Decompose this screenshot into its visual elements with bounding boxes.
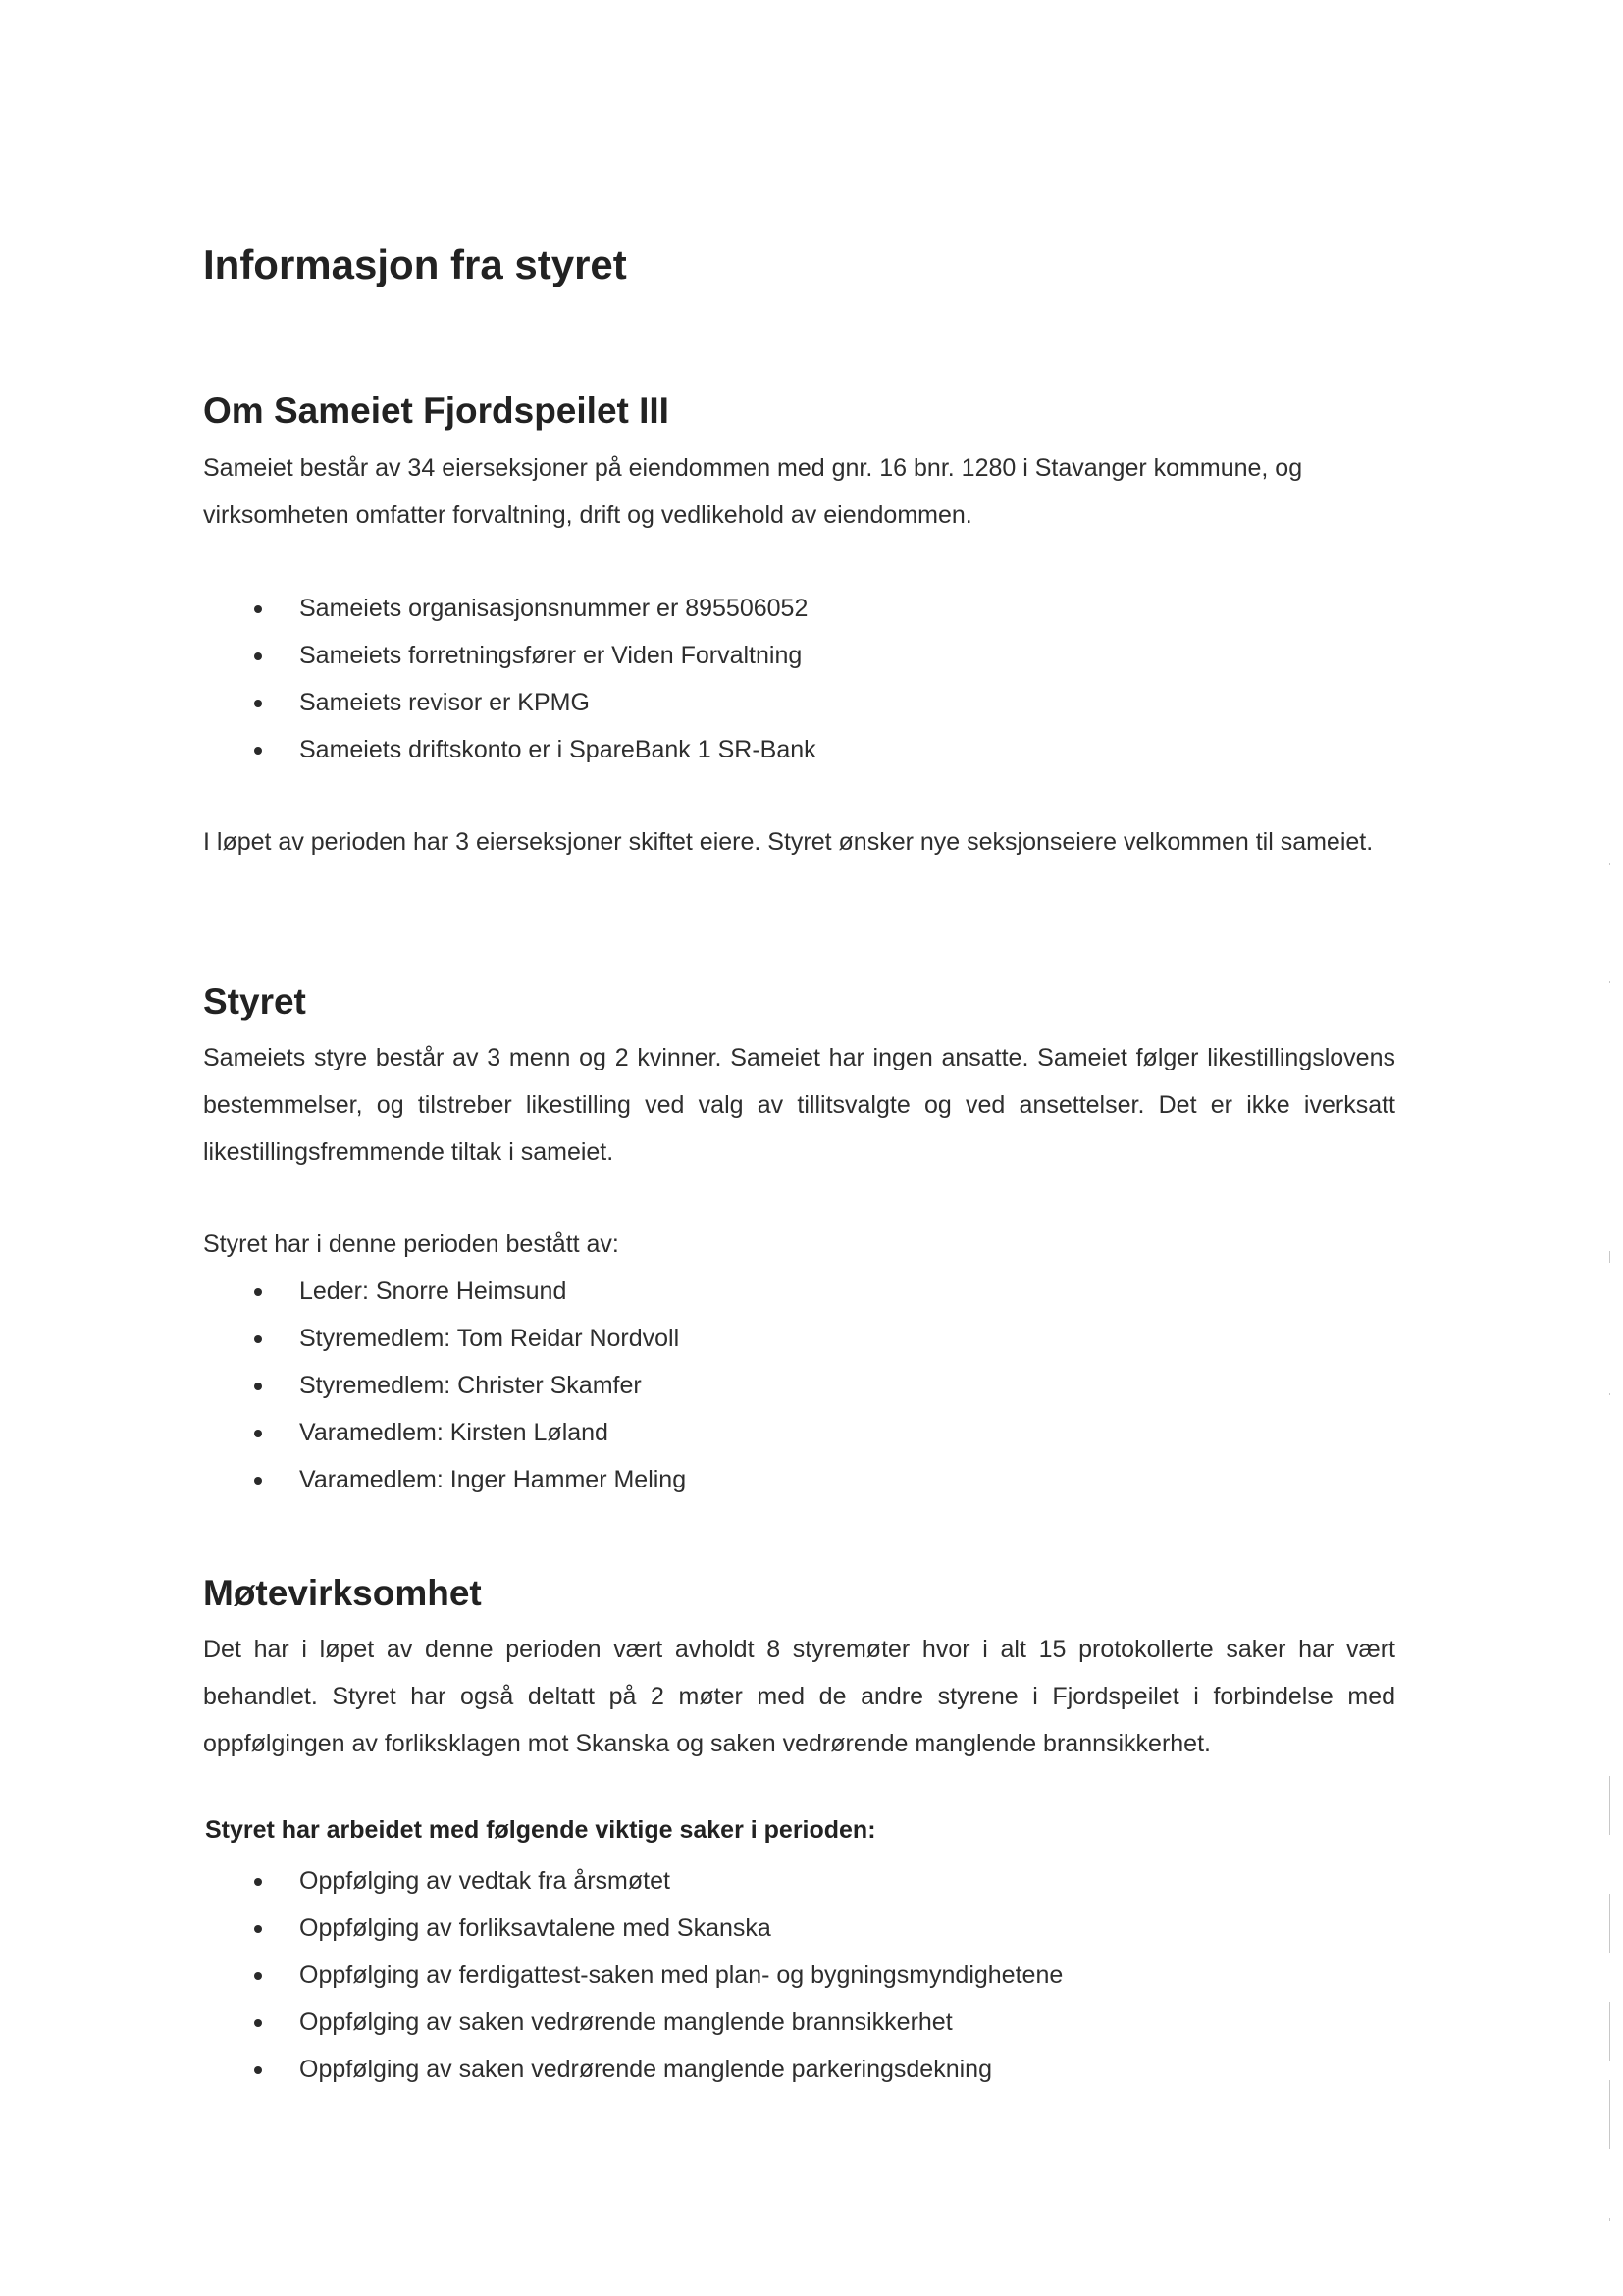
scan-artifact <box>1609 1776 1610 1835</box>
scan-artifact <box>1609 2002 1610 2061</box>
list-item: Sameiets organisasjonsnummer er 895506052 <box>203 585 1395 632</box>
list-item: Sameiets forretningsfører er Viden Forvaltning <box>203 632 1395 679</box>
about-intro: Sameiet består av 34 eierseksjoner på eiendommen med gnr. 16 bnr. 1280 i Stavanger kommune, og virksomheten omfatter forvaltning, drift og vedlikehold av eiendommen. <box>203 454 1303 529</box>
bullet-icon <box>254 1972 262 1980</box>
tasks-heading: Styret har arbeidet med følgende viktige saker i perioden: <box>205 1816 876 1844</box>
bullet-icon <box>254 2019 262 2027</box>
scan-artifact <box>1609 863 1610 865</box>
scan-artifact <box>1609 2080 1610 2149</box>
list-item: Oppfølging av saken vedrørende manglende brannsikkerhet <box>203 1999 1395 2046</box>
section-heading-board: Styret <box>203 981 306 1021</box>
bullet-icon <box>254 700 262 707</box>
scan-artifact <box>1609 1393 1610 1395</box>
about-bullet-list <box>203 585 1395 773</box>
bullet-icon <box>254 1477 262 1485</box>
bullet-icon <box>254 2066 262 2074</box>
list-item: Leder: Snorre Heimsund <box>203 1268 1395 1315</box>
tasks-list <box>203 1857 1395 2093</box>
bullet-icon <box>254 1335 262 1343</box>
list-item: Sameiets driftskonto er i SpareBank 1 SR-Bank <box>203 726 1395 773</box>
list-item: Oppfølging av forliksavtalene med Skanska <box>203 1905 1395 1952</box>
scan-artifact <box>1609 1894 1610 1953</box>
bullet-icon <box>254 605 262 613</box>
bullet-icon <box>254 1430 262 1437</box>
bullet-icon <box>254 1288 262 1296</box>
bullet-icon <box>254 1878 262 1886</box>
page-title: Informasjon fra styret <box>203 241 627 287</box>
meetings-intro: Det har i løpet av denne perioden vært avholdt 8 styremøter hvor i alt 15 protokollerte saker har vært behandlet. Styret har også deltatt på 2 møter med de andre styrene i Fjordspeilet i forbindelse med oppfølgingen av forliksklagen mot Skanska og saken vedrørende manglende brannsikkerhet. <box>203 1636 1395 1757</box>
bullet-icon <box>254 652 262 660</box>
bullet-icon <box>254 747 262 755</box>
owners-paragraph: I løpet av perioden har 3 eierseksjoner skiftet eiere. Styret ønsker nye seksjonseiere velkommen til sameiet. <box>203 828 1374 856</box>
list-item: Sameiets revisor er KPMG <box>203 679 1395 726</box>
list-item: Styremedlem: Christer Skamfer <box>203 1362 1395 1409</box>
section-heading-meetings: Møtevirksomhet <box>203 1573 482 1613</box>
board-intro: Sameiets styre består av 3 menn og 2 kvinner. Sameiet har ingen ansatte. Sameiet følger likestillingslovens bestemmelser, og tilstreber likestilling ved valg av tillitsvalgte og ved ansettelser. Det er ikke iverksatt likestillingsfremmende tiltak i sameiet. <box>203 1044 1395 1166</box>
scan-artifact <box>1609 1251 1610 1263</box>
scan-artifact <box>1609 981 1610 983</box>
bullet-icon <box>254 1383 262 1390</box>
list-item: Styremedlem: Tom Reidar Nordvoll <box>203 1315 1395 1362</box>
scan-artifact <box>1609 2218 1610 2221</box>
list-item: Oppfølging av saken vedrørende manglende parkeringsdekning <box>203 2046 1395 2093</box>
list-item: Oppfølging av vedtak fra årsmøtet <box>203 1857 1395 1905</box>
list-item: Oppfølging av ferdigattest-saken med plan- og bygningsmyndighetene <box>203 1952 1395 1999</box>
board-members-intro: Styret har i denne perioden bestått av: <box>203 1230 619 1258</box>
bullet-icon <box>254 1925 262 1933</box>
section-heading-about: Om Sameiet Fjordspeilet III <box>203 391 669 431</box>
list-item: Varamedlem: Kirsten Løland <box>203 1409 1395 1456</box>
list-item: Varamedlem: Inger Hammer Meling <box>203 1456 1395 1503</box>
board-members-list <box>203 1268 1395 1503</box>
